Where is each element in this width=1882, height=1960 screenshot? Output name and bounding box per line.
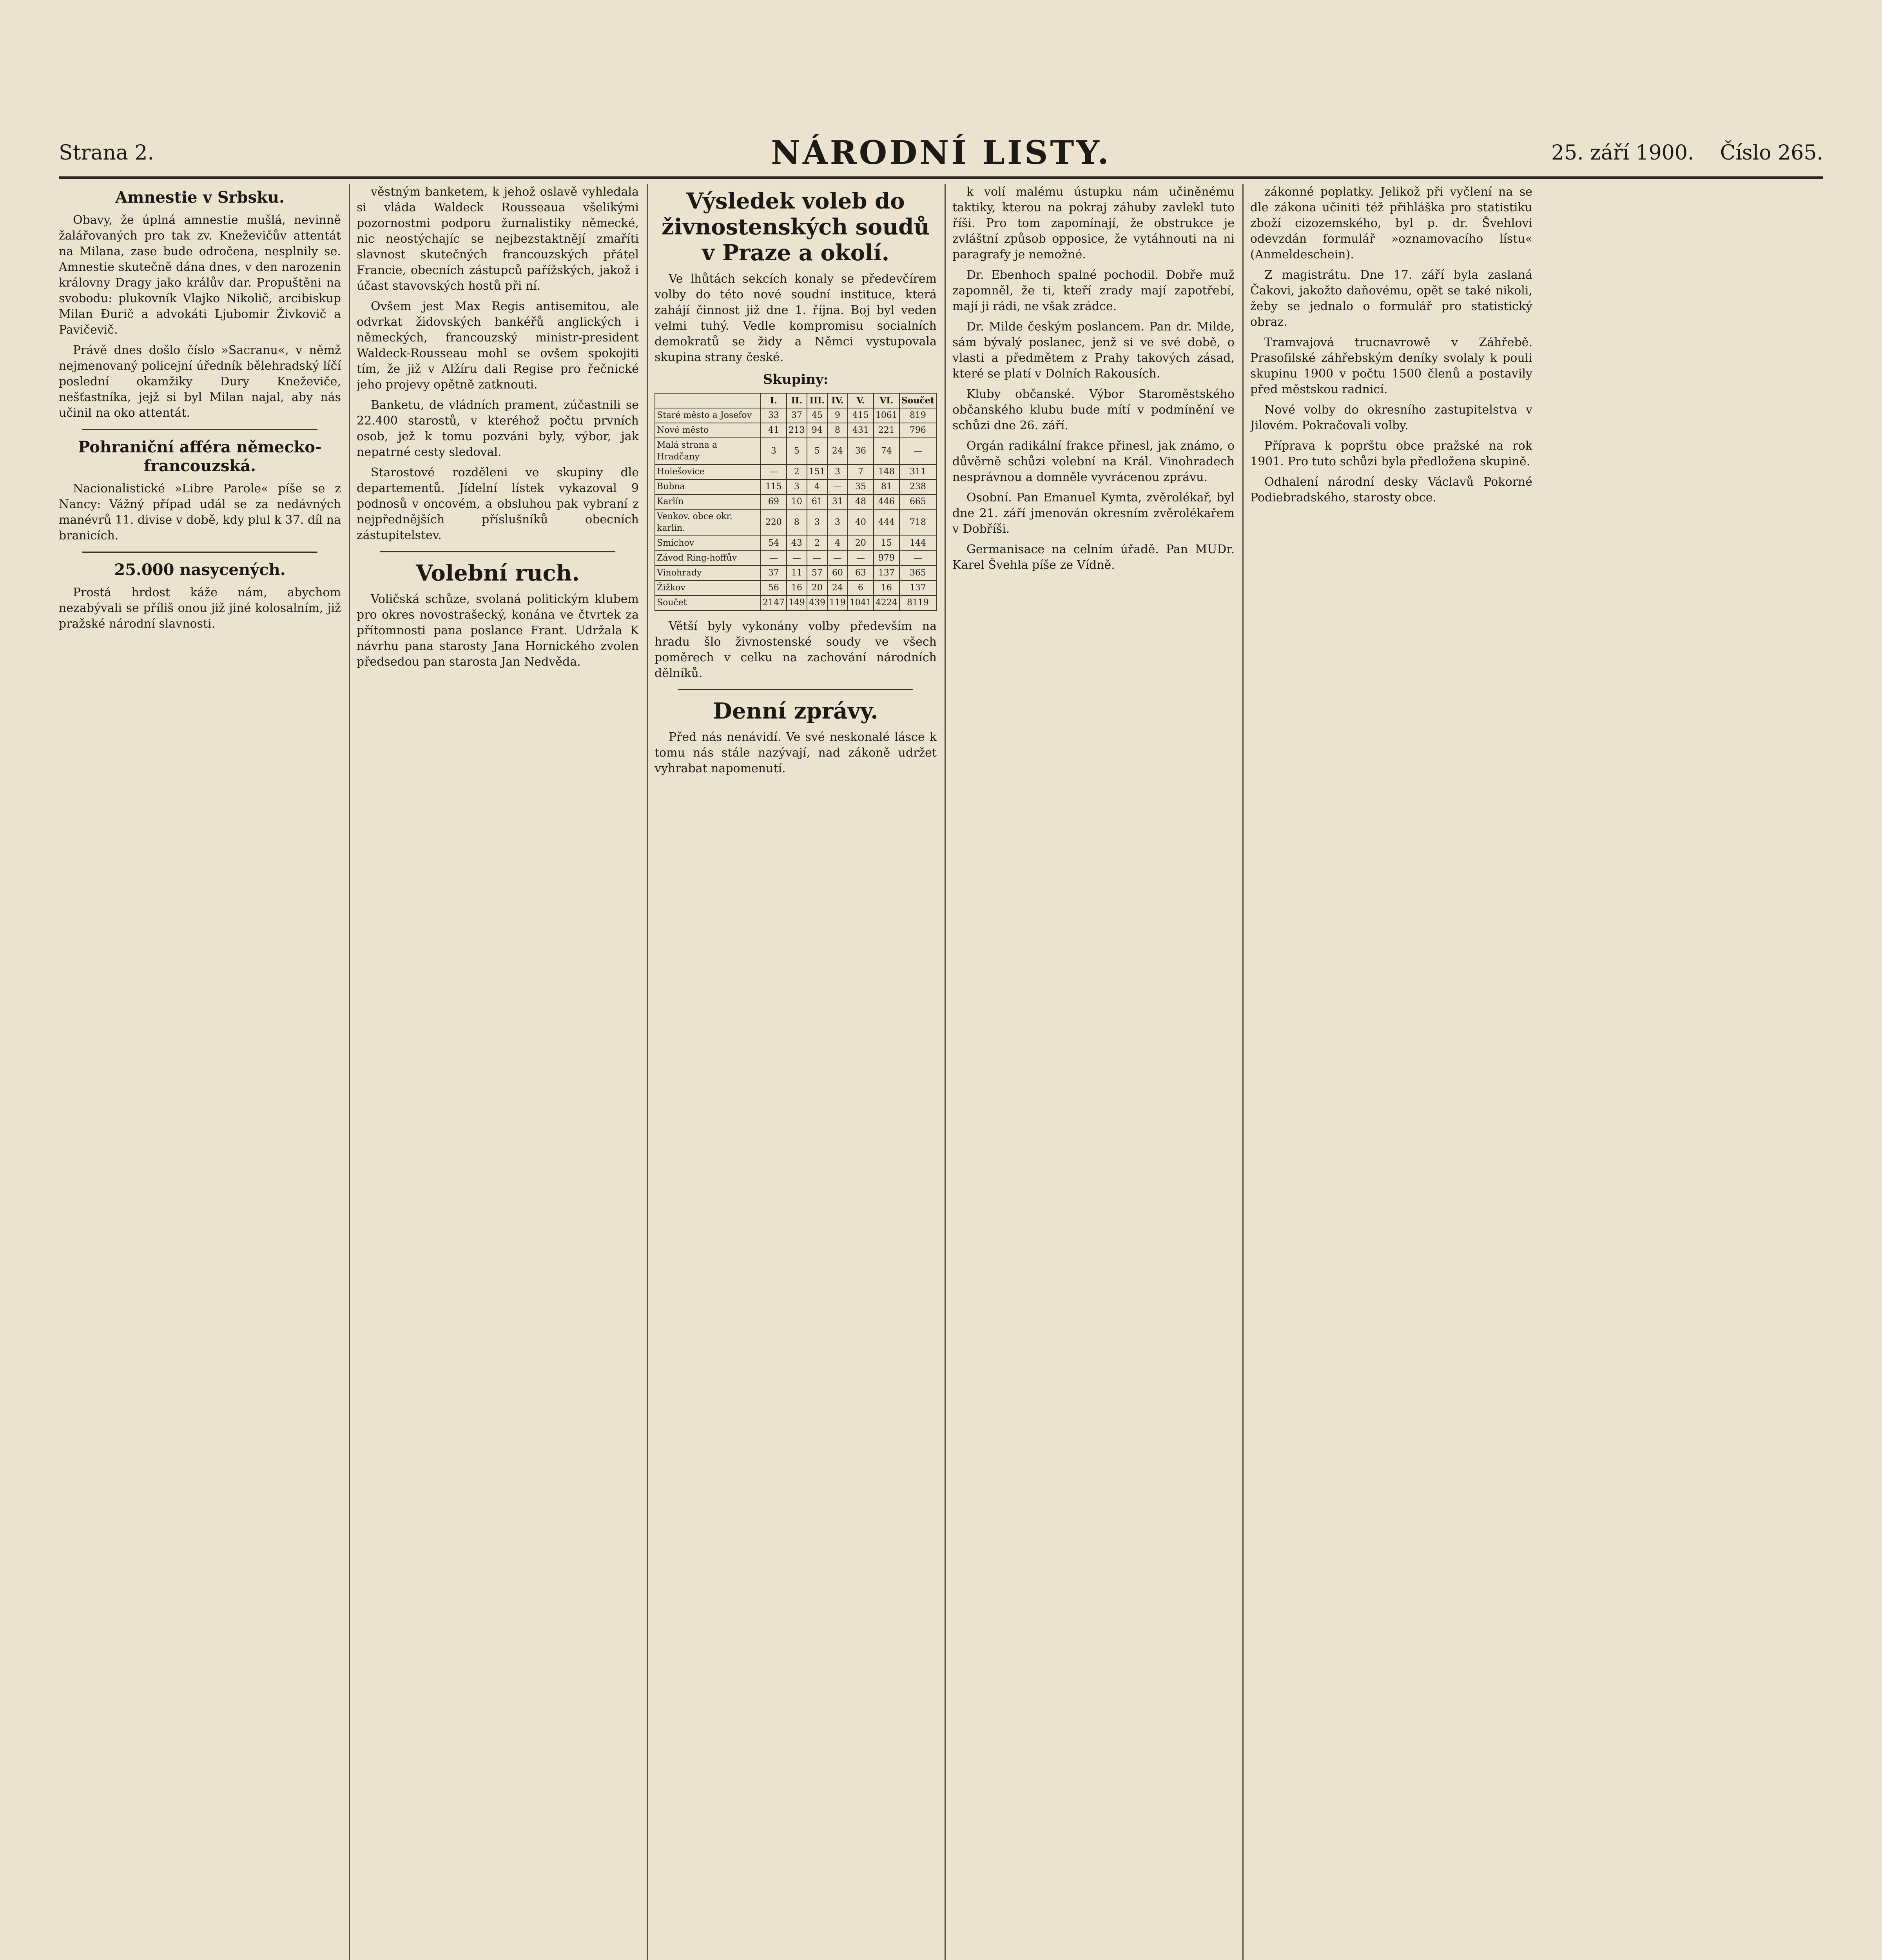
table-cell: 74 <box>874 438 899 465</box>
table-cell: 4224 <box>874 595 899 610</box>
table-cell: 60 <box>827 566 848 581</box>
article-heading: Volební ruch. <box>416 560 580 586</box>
table-body <box>655 408 936 610</box>
table-cell: 220 <box>761 509 787 536</box>
table-cell: 1041 <box>848 595 874 610</box>
table-cell: 2 <box>787 465 807 479</box>
article-paragraph: Dr. Ebenhoch spalné pochodil. Dobře muž zapomněl, že ti, kteří zrady mají zapotřebí, mají ji rádi, ne však zrádce. <box>952 268 1235 313</box>
column-4 <box>952 184 1235 1960</box>
table-cell: 213 <box>787 423 807 438</box>
table-header-row <box>655 393 936 408</box>
column-rule <box>647 184 648 1960</box>
article-paragraph: Před nás nenávidí. Ve své neskonalé lásce k tomu nás stále nazývají, nad zákoně udržet vyhrabat napomenutí. <box>655 730 937 775</box>
table-cell: Karlín <box>655 494 761 509</box>
table-cell: 979 <box>874 551 899 566</box>
table-cell: 3 <box>787 479 807 494</box>
column-rule <box>349 184 350 1960</box>
table-cell: 11 <box>787 566 807 581</box>
table-cell: 119 <box>827 595 848 610</box>
column-1 <box>59 184 341 1960</box>
section-divider <box>380 551 615 552</box>
article-paragraph: Banketu, de vládních prament, zúčastnili se 22.400 starostů, v kteréhož počtu prvních osob, jež k tomu pozváni byly, výbor, jak nepatrné cesty sledoval. <box>357 398 639 459</box>
table-cell: 148 <box>874 465 899 479</box>
table-row <box>655 423 936 438</box>
article-paragraph: věstným banketem, k jehož oslavě vyhledala si vláda Waldeck Rousseaua všelikými pozornostmi podporu žurnalistiky německé, nic neostýchajíc se nejbezstaktnějí zmaříti slavnost skutečných francouzských přátel Francie, obecních zástupců pařížských, jakož i účast stavovských hostů při ní. <box>357 185 639 293</box>
table-cell: 439 <box>807 595 827 610</box>
article-paragraph: Nacionalistické »Libre Parole« píše se z Nancy: Vážný případ udál se za nedávných manévrů 11. divise v době, kdy plul k 37. díl na branicích. <box>59 482 341 543</box>
table-cell: 43 <box>787 536 807 551</box>
table-cell: 61 <box>807 494 827 509</box>
table-cell: Vinohrady <box>655 566 761 581</box>
column-5 <box>1250 184 1532 1960</box>
table-cell: — <box>761 551 787 566</box>
table-cell: 3 <box>827 509 848 536</box>
table-cell: 3 <box>827 465 848 479</box>
table-cell: 20 <box>807 581 827 595</box>
table-cell: 81 <box>874 479 899 494</box>
table-cell: 8 <box>787 509 807 536</box>
article-paragraph: Odhalení národní desky Václavů Pokorné Podiebradského, starosty obce. <box>1250 475 1532 505</box>
article-paragraph: Starostové rozděleni ve skupiny dle departementů. Jídelní lístek vykazoval 9 podnosů v oncovém, a obsluhou pak vybraní z nejpřednějších příslušníků obecních zástupitelstev. <box>357 466 639 542</box>
table-cell: 137 <box>899 581 936 595</box>
issue-number: Číslo 265. <box>1720 141 1823 165</box>
issue-info <box>1353 141 1823 165</box>
table-row <box>655 566 936 581</box>
table-cell: 57 <box>807 566 827 581</box>
article-paragraph: Nové volby do okresního zastupitelstva v Jilovém. Pokračovali volby. <box>1250 403 1532 432</box>
table-cell: 54 <box>761 536 787 551</box>
table-cell: 796 <box>899 423 936 438</box>
table-cell: 24 <box>827 438 848 465</box>
table-cell: 24 <box>827 581 848 595</box>
article-paragraph: Voličská schůze, svolaná politickým klubem pro okres novostrašecký, konána ve čtvrtek za přítomnosti pana poslance Frant. Udržala K návrhu pana starosty Jana Hornického zvolen předsedou pan starosta Jan Nedvěda. <box>357 592 639 669</box>
table-cell: 365 <box>899 566 936 581</box>
table-cell: 2147 <box>761 595 787 610</box>
table-row <box>655 536 936 551</box>
table-row <box>655 438 936 465</box>
article-paragraph: Orgán radikální frakce přinesl, jak známo, o důvěrně schůzi volební na Král. Vinohradech nesprávnou a domněle vyvrácenou zprávu. <box>952 439 1235 484</box>
table-cell: 37 <box>761 566 787 581</box>
article-paragraph: Větší byly vykonány volby především na hradu šlo živnostenské soudy ve všech poměrech v celku na zachování národních dělníků. <box>655 619 937 680</box>
table-cell: 444 <box>874 509 899 536</box>
table-cell: 3 <box>807 509 827 536</box>
table-header-cell: IV. <box>827 393 848 408</box>
table-cell: 36 <box>848 438 874 465</box>
article-paragraph: Osobní. Pan Emanuel Kymta, zvěrolékař, byl dne 21. září jmenován okresním zvěrolékařem v Dobříši. <box>952 491 1235 536</box>
table-cell: — <box>827 551 848 566</box>
table-cell: 45 <box>807 408 827 423</box>
column-3 <box>655 184 937 1960</box>
masthead <box>59 129 1823 179</box>
table-cell: 151 <box>807 465 827 479</box>
column-rule <box>945 184 946 1960</box>
table-cell: 20 <box>848 536 874 551</box>
section-divider <box>82 552 317 553</box>
table-cell: Žižkov <box>655 581 761 595</box>
article-paragraph: Dr. Milde českým poslancem. Pan dr. Milde, sám bývalý poslanec, jenž si ve své době, o vlasti a předmětem z Prahy takových zásad, které se platí v Dolních Rakousích. <box>952 320 1235 381</box>
election-results-table <box>655 393 937 611</box>
table-row <box>655 595 936 610</box>
article-heading: Amnestie v Srbsku. <box>115 188 285 207</box>
table-cell: — <box>761 465 787 479</box>
article-paragraph: Germanisace na celním úřadě. Pan MUDr. Karel Švehla píše ze Vídně. <box>952 543 1235 572</box>
page-label: Strana 2. <box>59 141 154 165</box>
table-cell: 5 <box>787 438 807 465</box>
table-cell: 41 <box>761 423 787 438</box>
article-paragraph: k volí malému ústupku nám učiněnému taktiky, kterou na pokraj záhuby zavlekl tuto říši. Pro tom zapomínají, že obstrukce je zvláštní způsob opposice, že vytáhnouti na ni paragrafy je nemožné. <box>952 185 1235 261</box>
table-cell: 149 <box>787 595 807 610</box>
table-header-cell: II. <box>787 393 807 408</box>
article-heading: Pohraniční afféra německo-francouzská. <box>78 438 322 475</box>
table-cell: 446 <box>874 494 899 509</box>
table-cell: 8 <box>827 423 848 438</box>
table-cell: 15 <box>874 536 899 551</box>
table-row <box>655 581 936 595</box>
columns <box>59 184 1822 1960</box>
table-cell: 238 <box>899 479 936 494</box>
section-divider <box>678 689 913 690</box>
table-header-cell <box>655 393 761 408</box>
article-paragraph: Příprava k poprštu obce pražské na rok 1901. Pro tuto schůzi byla předložena skupině. <box>1250 439 1532 468</box>
table-row <box>655 465 936 479</box>
section-divider <box>82 429 317 430</box>
table-cell: 9 <box>827 408 848 423</box>
table-header-cell: I. <box>761 393 787 408</box>
table-header-cell: Součet <box>899 393 936 408</box>
article-paragraph: Prostá hrdost káže nám, abychom nezabývali se příliš onou již jiné kolosalním, již pražské národní slavnosti. <box>59 586 341 631</box>
table-cell: 94 <box>807 423 827 438</box>
table-cell: Součet <box>655 595 761 610</box>
table-cell: 48 <box>848 494 874 509</box>
table-cell: 144 <box>899 536 936 551</box>
table-cell: 1061 <box>874 408 899 423</box>
table-cell: 819 <box>899 408 936 423</box>
article-paragraph: zákonné poplatky. Jelikož při vyčlení na se dle zákona učiniti též přihláška pro statistiku zboží cizozemského, byl p. dr. Švehlovi odevzdán formulář »oznamovacího lístu« (Anmeldeschein). <box>1250 185 1532 261</box>
table-cell: 6 <box>848 581 874 595</box>
table-cell: 137 <box>874 566 899 581</box>
table-cell: 56 <box>761 581 787 595</box>
table-cell: Staré město a Josefov <box>655 408 761 423</box>
article-heading: Výsledek voleb do živnostenských soudů v Praze a okolí. <box>661 188 930 266</box>
table-cell: 37 <box>787 408 807 423</box>
table-row <box>655 479 936 494</box>
table-cell: 718 <box>899 509 936 536</box>
table-cell: Holešovice <box>655 465 761 479</box>
table-title: Skupiny: <box>763 372 829 387</box>
column-2 <box>357 184 639 1960</box>
table-cell: Malá strana a Hradčany <box>655 438 761 465</box>
table-cell: 16 <box>874 581 899 595</box>
article-paragraph: Tramvajová trucnavrowě v Záhřebě. Prasofilské záhřebským deníky svolaly k pouli skupinu 1900 v počtu 1500 členů a postavily před městskou radnicí. <box>1250 336 1532 396</box>
issue-date: 25. září 1900. <box>1551 141 1694 165</box>
table-cell: — <box>848 551 874 566</box>
table-cell: 16 <box>787 581 807 595</box>
table-cell: 3 <box>761 438 787 465</box>
article-paragraph: Právě dnes došlo číslo »Sacranu«, v němž nejmenovaný policejní úředník bělehradský líčí poslední okamžiky Dury Kneževiče, nešťastníka, jejž si byl Milan najal, aby nás učinil na oko attentát. <box>59 343 341 420</box>
article-paragraph: Kluby občanské. Výbor Staroměstského občanského klubu bude mítí v podmínění ve schůzi dne 26. září. <box>952 387 1235 432</box>
table-cell: 10 <box>787 494 807 509</box>
article-heading: 25.000 nasycených. <box>114 561 286 579</box>
table-header-cell: VI. <box>874 393 899 408</box>
article-paragraph: Ve lhůtách sekcích konaly se předevčírem volby do této nové soudní instituce, která zahájí činnost již dne 1. října. Boj byl veden velmi tuhý. Vedle kompromisu socialních demokratů se židy a Němci vystupovala skupina strany české. <box>655 272 937 364</box>
table-cell: 69 <box>761 494 787 509</box>
table-cell: 4 <box>807 479 827 494</box>
table-cell: 35 <box>848 479 874 494</box>
table-cell: — <box>827 479 848 494</box>
table-row <box>655 509 936 536</box>
table-cell: — <box>899 551 936 566</box>
table-cell: 5 <box>807 438 827 465</box>
article-paragraph: Obavy, že úplná amnestie mušlá, nevinně žalářovaných pro tak zv. Kneževičův attentát na Milana, zase bude odročena, nesplnily se. Amnestie skutečně dána dnes, v den narozenin královny Dragy jako králův dar. Propuštěni na svobodu: plukovník Vlajko Nikolič, arcibiskup Milan Đurič a advokáti Ljubomir Živkovič a Pavičevič. <box>59 213 341 337</box>
table-cell: — <box>807 551 827 566</box>
table-cell: 40 <box>848 509 874 536</box>
table-cell: 63 <box>848 566 874 581</box>
table-row <box>655 551 936 566</box>
table-cell: 115 <box>761 479 787 494</box>
table-cell: 431 <box>848 423 874 438</box>
table-row <box>655 408 936 423</box>
article-heading: Denní zprávy. <box>713 698 878 724</box>
table-cell: 31 <box>827 494 848 509</box>
article-paragraph: Z magistrátu. Dne 17. září byla zaslaná Čakovi, jakožto daňovému, opět se také nikoli, žeby se jednalo o formulář pro statistický obraz. <box>1250 268 1532 329</box>
table-header-cell: V. <box>848 393 874 408</box>
table-cell: 221 <box>874 423 899 438</box>
column-6 <box>1548 184 1830 1960</box>
table-row <box>655 494 936 509</box>
table-cell: 2 <box>807 536 827 551</box>
column-rule <box>1242 184 1244 1960</box>
table-cell: 665 <box>899 494 936 509</box>
table-cell: 7 <box>848 465 874 479</box>
table-cell: 311 <box>899 465 936 479</box>
table-cell: 33 <box>761 408 787 423</box>
table-cell: — <box>899 438 936 465</box>
table-cell: Nové město <box>655 423 761 438</box>
table-cell: — <box>787 551 807 566</box>
table-cell: 4 <box>827 536 848 551</box>
table-header-cell: III. <box>807 393 827 408</box>
table-cell: Venkov. obce okr. karlín. <box>655 509 761 536</box>
table-cell: Smíchov <box>655 536 761 551</box>
article-paragraph: Ovšem jest Max Regis antisemitou, ale odvrkat židovských bankéřů anglických i německých, francouzský ministr-president Waldeck-Rousseau mohl se ovšem spokojiti tím, že již v Alžíru dali Regise pro řečnické jeho projevy opětně zatknouti. <box>357 299 639 392</box>
table-cell: Závod Ring-hoffův <box>655 551 761 566</box>
table-cell: 415 <box>848 408 874 423</box>
table-cell: 8119 <box>899 595 936 610</box>
newspaper-title: NÁRODNÍ LISTY. <box>771 134 1111 172</box>
table-cell: Bubna <box>655 479 761 494</box>
